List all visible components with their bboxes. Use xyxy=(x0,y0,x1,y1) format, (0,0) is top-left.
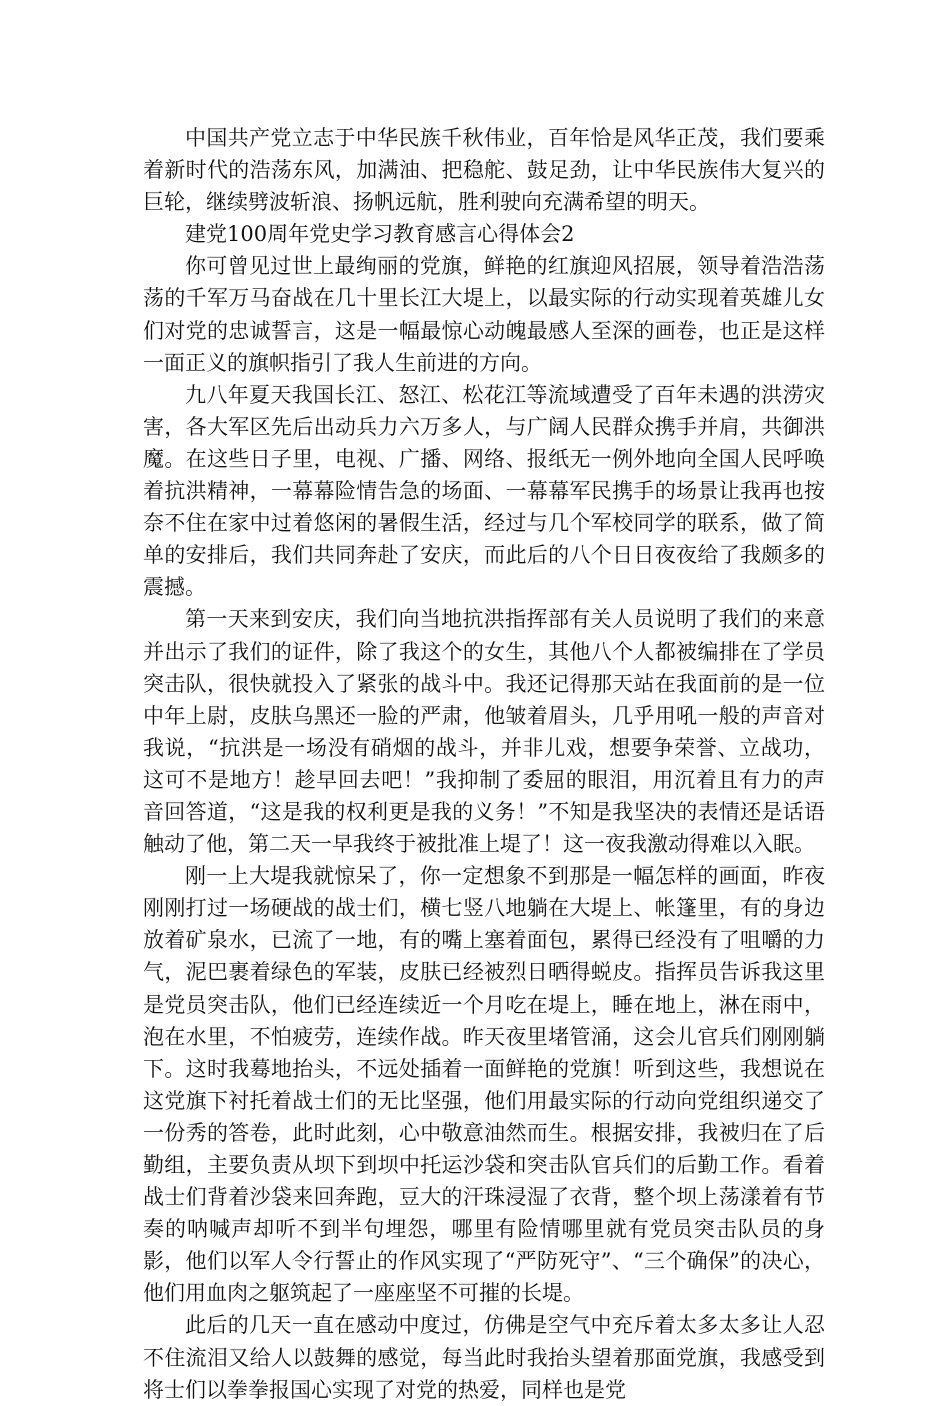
paragraph-following-days: 此后的几天一直在感动中度过，仿佛是空气中充斥着太多太多让人忍不住流泪又给人以鼓舞的感觉，每当此时我抬头望着那面党旗，我感受到将士们以拳拳报国心实现了对党的热爱，同样也是党 xyxy=(143,1313,825,1402)
paragraph-party-flag: 你可曾见过世上最绚丽的党旗，鲜艳的红旗迎风招展，领导着浩浩荡荡的千军万马奋战在几十里长江大堤上，以最实际的行动实现着英雄儿女们对党的忠诚誓言，这是一幅最惊心动魄最感人至深的画卷，也正是这样一面正义的旗帜指引了我人生前进的方向。 xyxy=(143,254,825,375)
paragraph-closing-remarks: 中国共产党立志于中华民族千秋伟业，百年恰是风华正茂，我们要乘着新时代的浩荡东风，加满油、把稳舵、鼓足劲，让中华民族伟大复兴的巨轮，继续劈波斩浪、扬帆远航，胜利驶向充满希望的明天。 xyxy=(143,126,825,215)
paragraph-on-the-embankment: 刚一上大堤我就惊呆了，你一定想象不到那是一幅怎样的画面，昨夜刚刚打过一场硬战的战士们，横七竖八地躺在大堤上、帐篷里，有的身边放着矿泉水，已流了一地，有的嘴上塞着面包，累得已经没有了咀嚼的力气，泥巴裹着绿色的军装，皮肤已经被烈日晒得蜕皮。指挥员告诉我这里是党员突击队，他们已经连续近一个月吃在堤上，睡在地上，淋在雨中，泡在水里，不怕疲劳，连续作战。昨天夜里堵管涌，这会儿官兵们刚刚躺下。这时我蓦地抬头，不远处插着一面鲜艳的党旗！听到这些，我想说在这党旗下衬托着战士们的无比坚强，他们用最实际的行动向党组织递交了一份秀的答卷，此时此刻，心中敬意油然而生。根据安排，我被归在了后勤组，主要负责从坝下到坝中托运沙袋和突击队官兵们的后勤工作。看着战士们背着沙袋来回奔跑，豆大的汗珠浸湿了衣背，整个坝上荡漾着有节奏的呐喊声却听不到半句埋怨，哪里有险情哪里就有党员突击队员的身影，他们以军人令行誓止的作风实现了“严防死守”、“三个确保”的决心，他们用血肉之躯筑起了一座座坚不可摧的长堤。 xyxy=(143,864,825,1306)
paragraph-first-day-anqing: 第一天来到安庆，我们向当地抗洪指挥部有关人员说明了我们的来意并出示了我们的证件，除了我这个的女生，其他八个人都被编排在了学员突击队，很快就投入了紧张的战斗中。我还记得那天站在我面前的是一位中年上尉，皮肤乌黑还一脸的严肃，他皱着眉头，几乎用吼一般的声音对我说，“抗洪是一场没有硝烟的战斗，并非儿戏，想要争荣誉、立战功，这可不是地方！趁早回去吧！”我抑制了委屈的眼泪，用沉着且有力的声音回答道，“这是我的权利更是我的义务！”不知是我坚决的表情还是话语触动了他，第二天一早我终于被批准上堤了！这一夜我激动得难以入眠。 xyxy=(143,607,825,857)
section-heading: 建党100周年党史学习教育感言心得体会2 xyxy=(185,222,575,247)
document-body xyxy=(143,122,825,1406)
paragraph-flood-1998: 九八年夏天我国长江、怒江、松花江等流域遭受了百年未遇的洪涝灾害，各大军区先后出动兵力六万多人，与广阔人民群众携手并肩，共御洪魔。在这些日子里，电视、广播、网络、报纸无一例外地向全国人民呼唤着抗洪精神，一幕幕险情告急的场面、一幕幕军民携手的场景让我再也按奈不住在家中过着悠闲的暑假生活，经过与几个军校同学的联系，做了简单的安排后，我们共同奔赴了安庆，而此后的八个日日夜夜给了我颇多的震撼。 xyxy=(143,382,825,600)
